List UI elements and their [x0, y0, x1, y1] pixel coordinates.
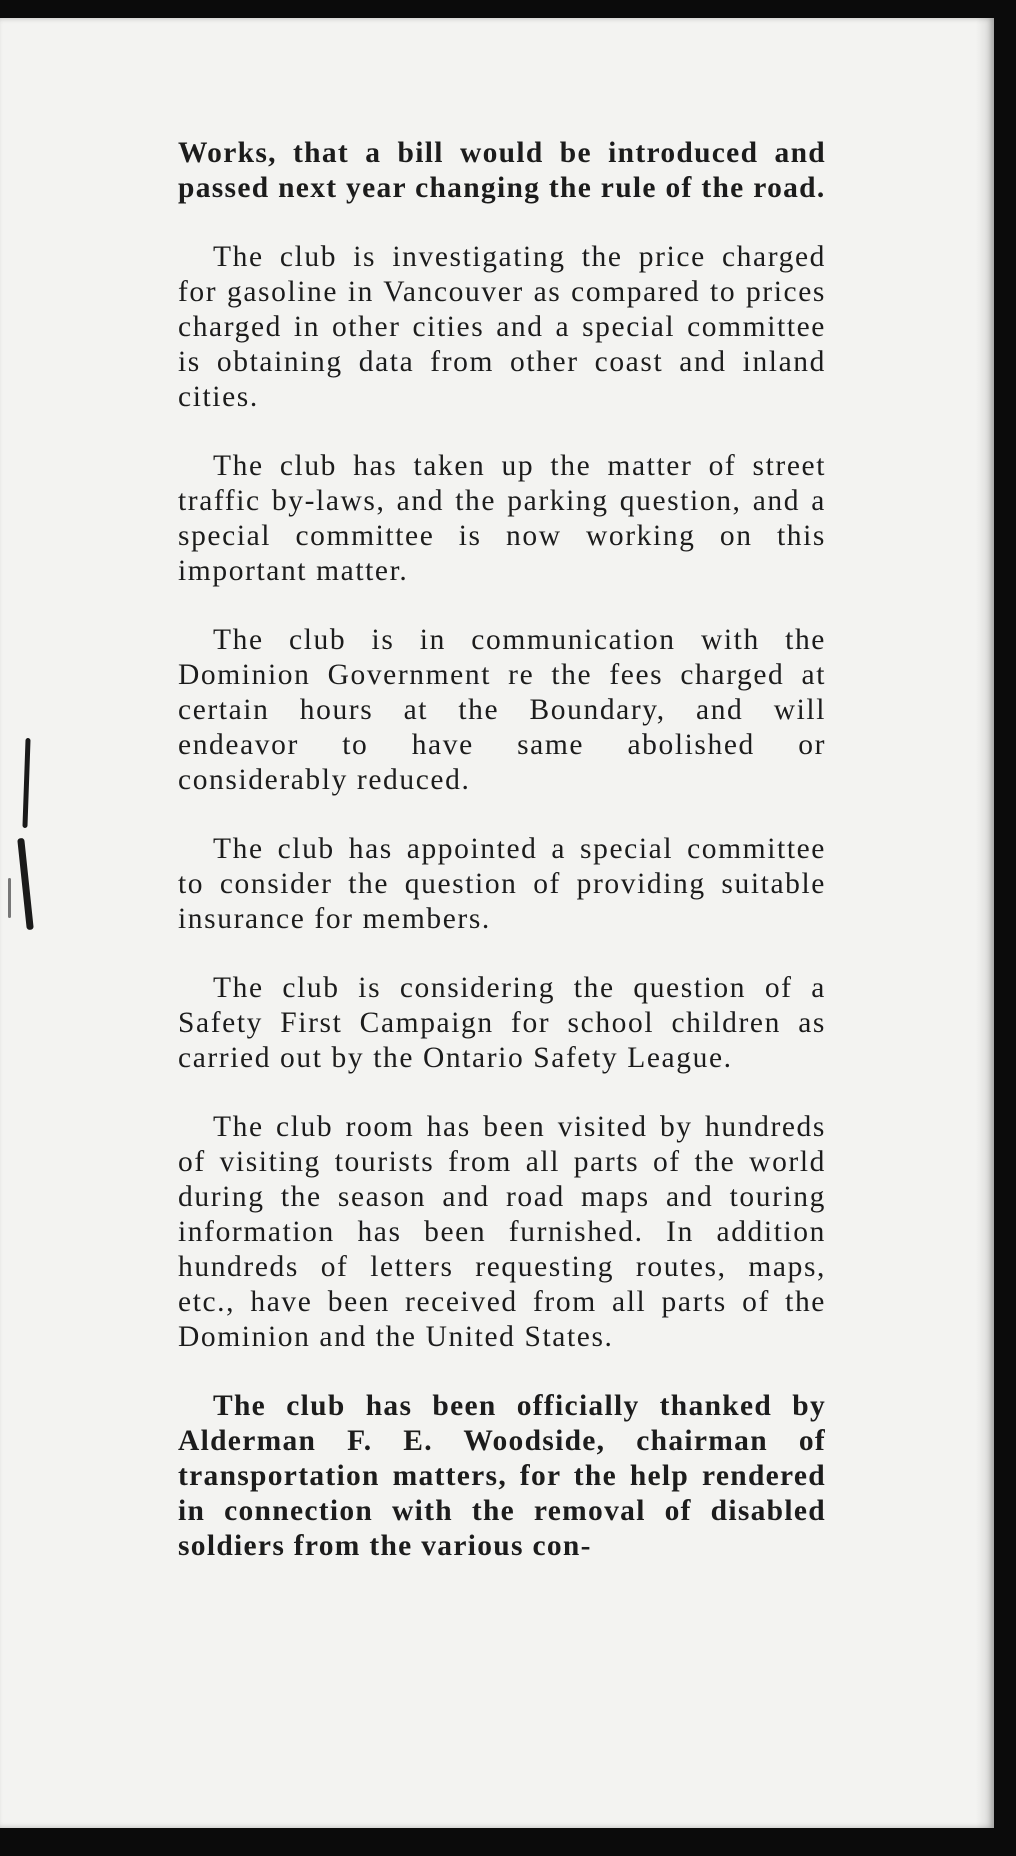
paragraph-club-room: The club room has been visited by hundreds of visiting tourists from all parts of the world during the season and road maps and touring information has been furnished. In addition hundreds of letters requesting routes, maps, etc., have been received from all parts of the Dominion and the United States. — [178, 1111, 826, 1353]
paragraph-safety-campaign: The club is considering the question of a Safety First Campaign for school children as carried out by the Ontario Safety League. — [178, 972, 826, 1074]
binding-edge-mark — [8, 878, 11, 918]
binding-staple-mark — [17, 838, 34, 930]
paragraph-street-traffic: The club has taken up the matter of street traffic by-laws, and the parking question, and a special committee is now working on this important matter. — [178, 450, 826, 587]
paragraph-gasoline-prices: The club is investigating the price charged for gasoline in Vancouver as compared to prices charged in other cities and a special committee is obtaining data from other coast and inland cities. — [178, 241, 826, 413]
paragraph-rule-of-road: Works, that a bill would be introduced and passed next year changing the rule of the road. — [178, 137, 826, 204]
binding-staple-mark — [22, 738, 30, 828]
paragraph-boundary-fees: The club is in communication with the Dominion Government re the fees charged at certain hours at the Boundary, and will endeavor to have same abolished or considerably reduced. — [178, 624, 826, 796]
page-edge-shadow — [976, 18, 994, 1828]
body-text — [178, 136, 826, 1598]
paragraph-insurance: The club has appointed a special committee to consider the question of providing suitable insurance for members. — [178, 833, 826, 935]
paragraph-alderman-thanks: The club has been officially thanked by Alderman F. E. Woodside, chairman of transportation matters, for the help rendered in connection with the removal of disabled soldiers from the various con- — [178, 1390, 826, 1562]
